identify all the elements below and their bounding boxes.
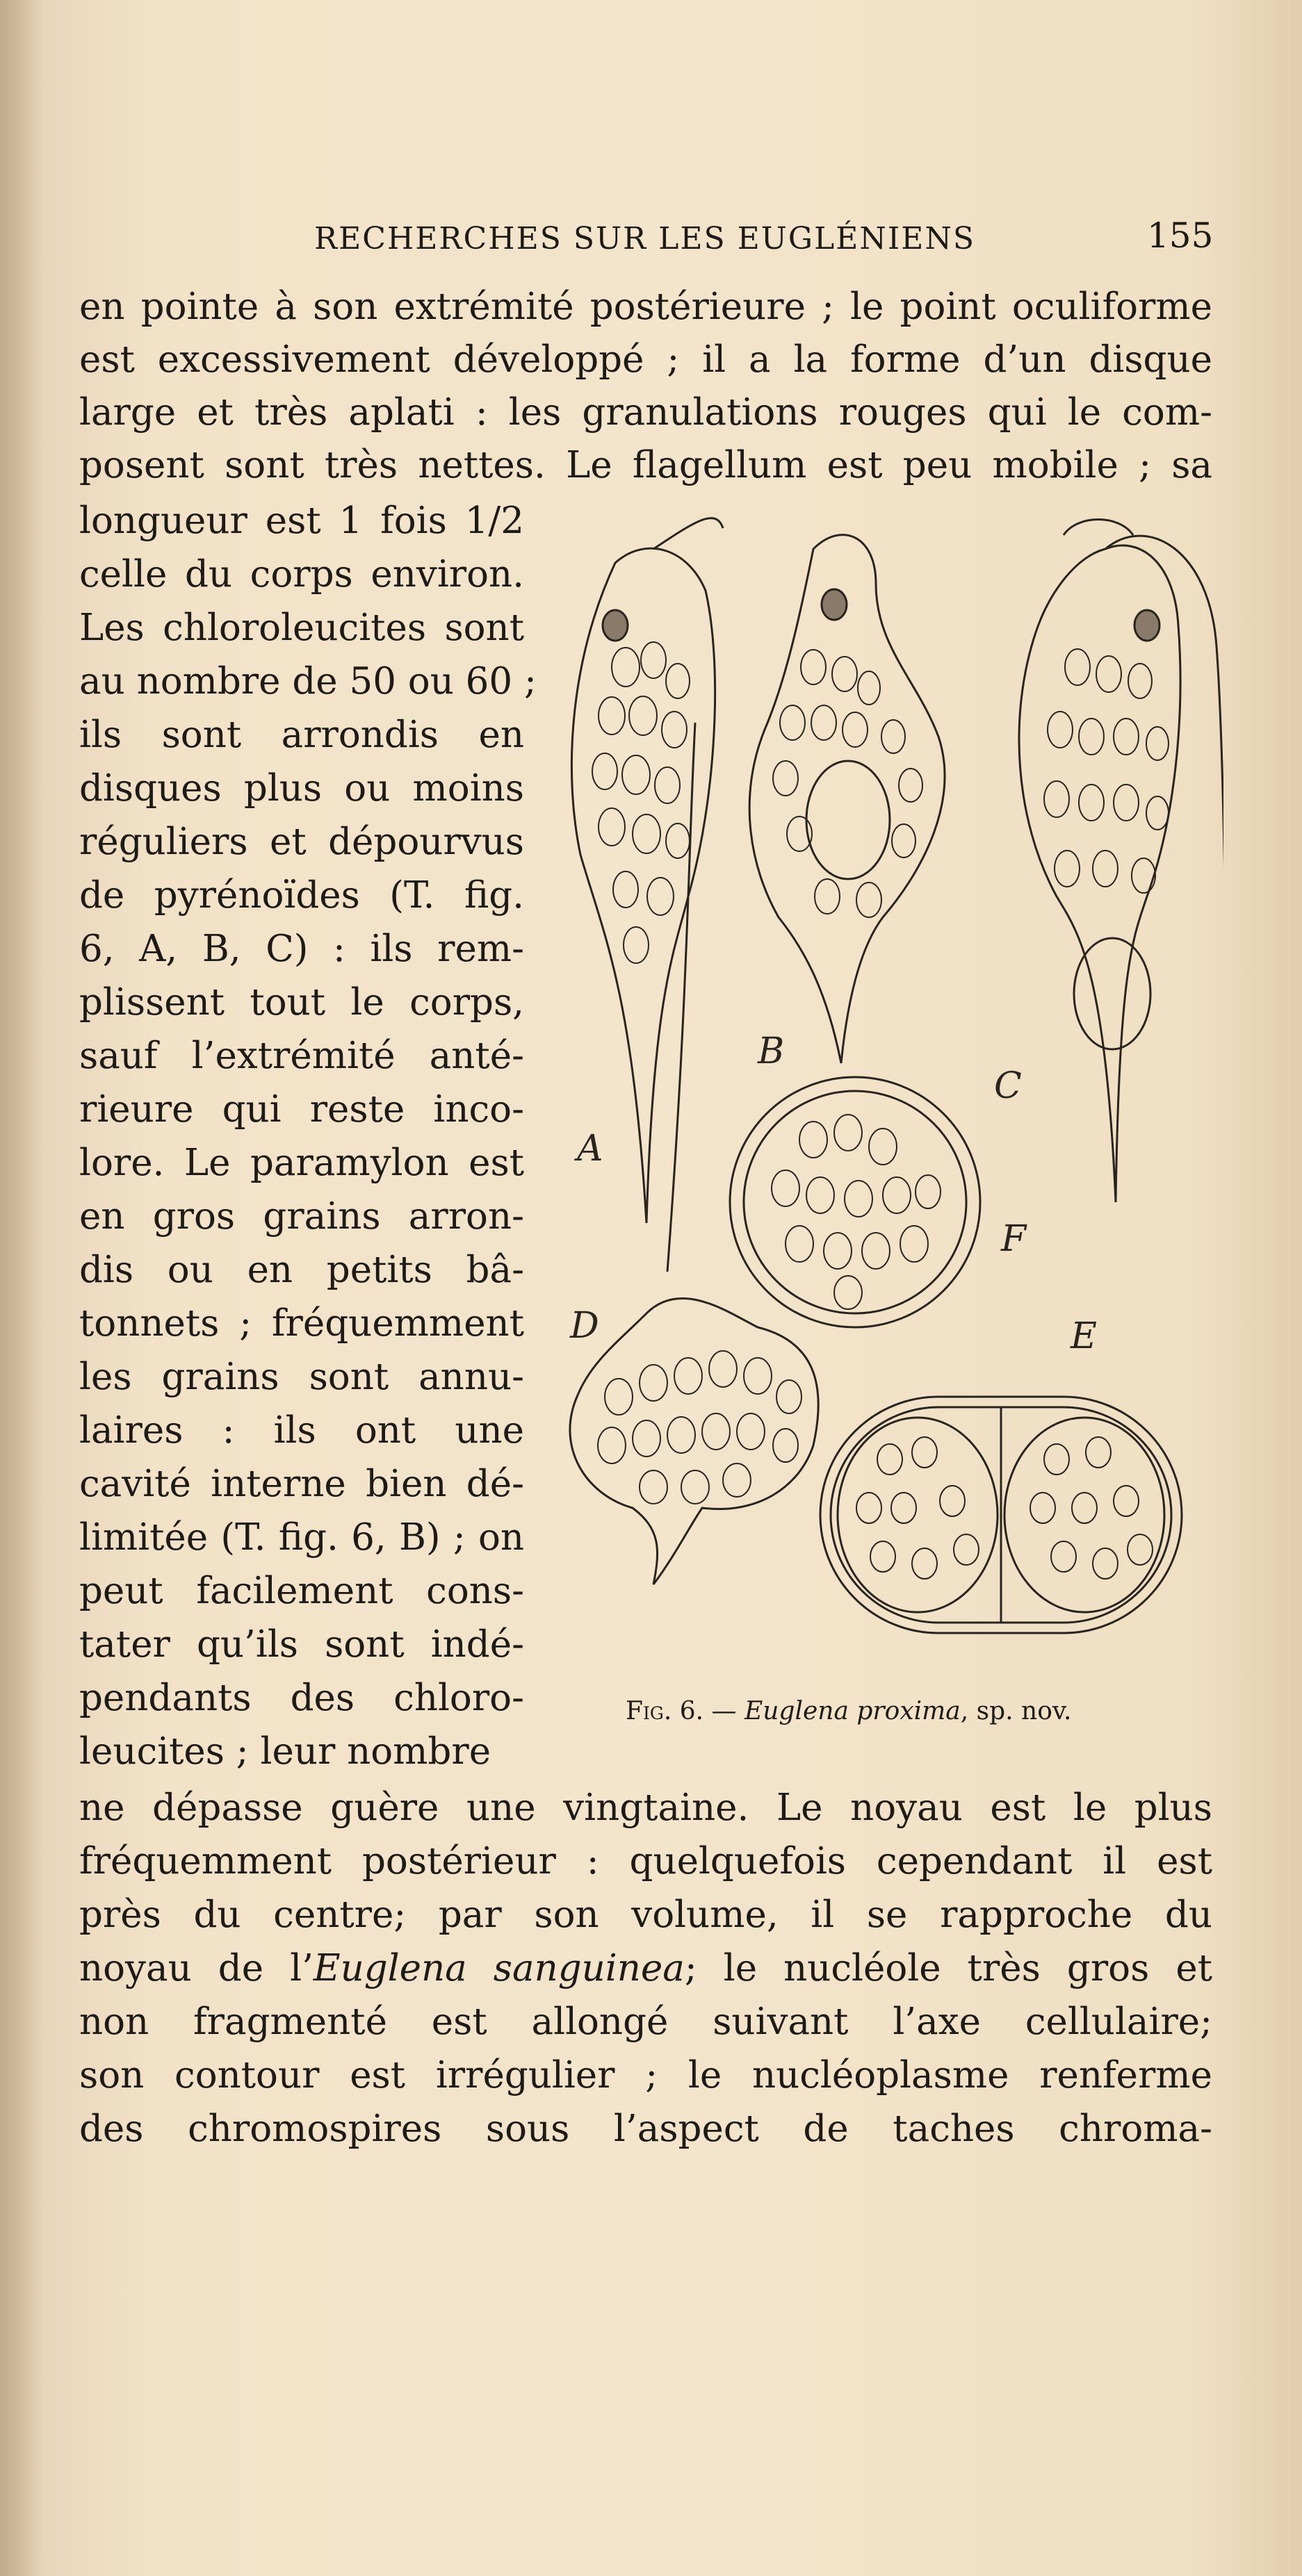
cyst-f bbox=[730, 1077, 980, 1327]
text-line: Les chloroleucites sont bbox=[79, 607, 524, 649]
cell-d bbox=[570, 1298, 818, 1584]
text-line: est excessivement développé ; il a la forme d’un disque bbox=[79, 338, 1212, 381]
text-line: au nombre de 50 ou 60 ; bbox=[79, 660, 537, 703]
text-line: ils sont arrondis en bbox=[79, 714, 524, 756]
caption-suffix: , sp. nov. bbox=[960, 1697, 1072, 1725]
text-line: disques plus ou moins bbox=[79, 767, 524, 810]
text-line: plissent tout le corps, bbox=[79, 981, 524, 1024]
text-line: réguliers et dépourvus bbox=[79, 821, 524, 863]
text-line: pendants des chloro- bbox=[79, 1677, 524, 1719]
text-line: les grains sont annu- bbox=[79, 1356, 524, 1398]
text-line bbox=[79, 1947, 1212, 1990]
text-line: celle du corps environ. bbox=[79, 553, 524, 596]
figure-drawing bbox=[549, 507, 1223, 1647]
page-number: 155 bbox=[1147, 215, 1214, 256]
figure-label-b: B bbox=[758, 1031, 785, 1072]
cyst-e bbox=[820, 1397, 1182, 1633]
text-line: peut facilement cons- bbox=[79, 1570, 524, 1612]
text-line: son contour est irrégulier ; le nucléoplasme renferme bbox=[79, 2054, 1212, 2097]
text-line: ne dépasse guère une vingtaine. Le noyau est le plus bbox=[79, 1787, 1212, 1829]
figure-label-a: A bbox=[577, 1128, 603, 1170]
page-header bbox=[0, 215, 1302, 257]
text-line: en pointe à son extrémité postérieure ; le point oculiforme bbox=[79, 286, 1212, 328]
figure-label-c: C bbox=[994, 1065, 1022, 1107]
caption-species: Euglena proxima bbox=[744, 1697, 961, 1725]
text-line: sauf l’extrémité anté- bbox=[79, 1035, 524, 1077]
cell-c bbox=[1019, 520, 1223, 1328]
text-line: fréquemment postérieur : quelquefois cependant il est bbox=[79, 1840, 1212, 1882]
text-line: tater qu’ils sont indé- bbox=[79, 1623, 524, 1666]
text-line: près du centre; par son volume, il se rapproche du bbox=[79, 1894, 1212, 1936]
text-line: tonnets ; fréquemment bbox=[79, 1302, 524, 1345]
cell-b bbox=[749, 535, 945, 1063]
text-line: laires : ils ont une bbox=[79, 1409, 524, 1452]
text-line: rieure qui reste inco- bbox=[79, 1088, 524, 1131]
figure-label-f: F bbox=[1001, 1218, 1027, 1260]
figure-euglena bbox=[549, 507, 1223, 1647]
species-name: Euglena sanguinea bbox=[313, 1947, 685, 1990]
figure-label-e: E bbox=[1071, 1315, 1097, 1357]
text-line: 6, A, B, C) : ils rem- bbox=[79, 928, 524, 970]
text-line: longueur est 1 fois 1/2 bbox=[79, 500, 524, 542]
text-line: en gros grains arron- bbox=[79, 1195, 524, 1238]
text-line: de pyrénoïdes (T. fig. bbox=[79, 874, 524, 917]
figure-caption bbox=[626, 1697, 1071, 1725]
figure-label-d: D bbox=[570, 1305, 599, 1347]
text-line: posent sont très nettes. Le flagellum est peu mobile ; sa bbox=[79, 444, 1212, 486]
text-line: large et très aplati : les granulations rouges qui le com- bbox=[79, 391, 1212, 434]
running-head: RECHERCHES SUR LES EUGLÉNIENS bbox=[314, 221, 975, 256]
text-line: des chromospires sous l’aspect de taches chroma- bbox=[79, 2108, 1212, 2150]
text-segment: ; le nucléole très gros et bbox=[684, 1947, 1212, 1990]
text-line: non fragmenté est allongé suivant l’axe cellulaire; bbox=[79, 2001, 1212, 2043]
caption-prefix: Fig. 6. — bbox=[626, 1697, 737, 1725]
page-shadow bbox=[0, 0, 42, 2576]
text-line: dis ou en petits bâ- bbox=[79, 1249, 524, 1291]
text-segment: noyau de l’ bbox=[79, 1947, 314, 1990]
text-line: limitée (T. fig. 6, B) ; on bbox=[79, 1516, 524, 1559]
text-line: cavité interne bien dé- bbox=[79, 1463, 524, 1505]
text-line: leucites ; leur nombre bbox=[79, 1730, 491, 1773]
text-line: lore. Le paramylon est bbox=[79, 1142, 524, 1184]
